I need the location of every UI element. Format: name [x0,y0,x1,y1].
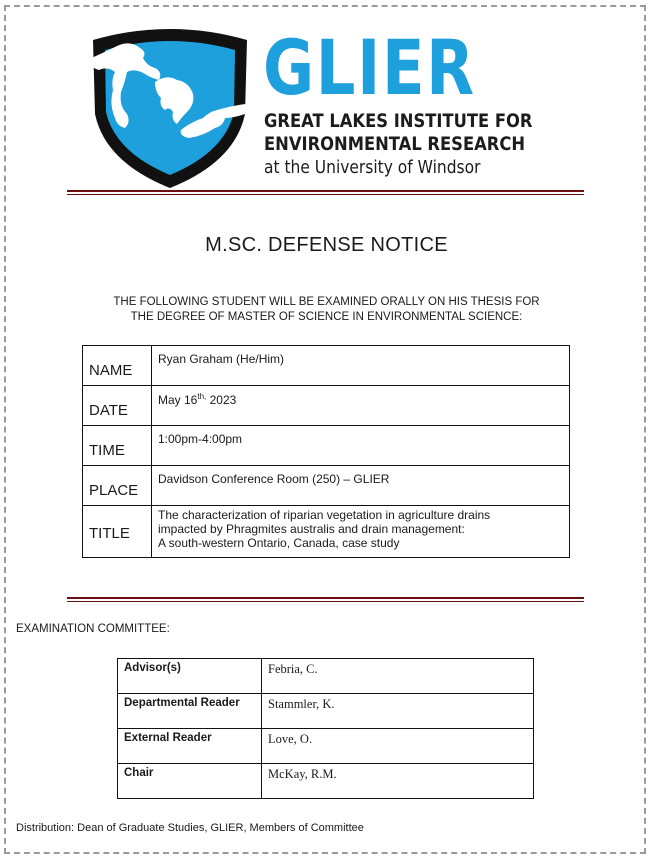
glier-wordmark: GLIER [263,23,476,112]
table-row [83,506,570,558]
date-year: 2023 [206,393,237,407]
place-label: PLACE [83,466,152,506]
title-label: TITLE [83,506,152,558]
table-row [83,466,570,506]
committee-table [117,658,534,799]
table-row [83,426,570,466]
intro-line-1: THE FOLLOWING STUDENT WILL BE EXAMINED ORALLY ON HIS THESIS FOR [113,296,540,308]
committee-heading: EXAMINATION COMMITTEE: [16,623,170,635]
name-label: NAME [83,346,152,386]
table-row [118,694,534,729]
committee-member: McKay, R.M. [262,764,534,799]
glier-shield-logo-icon [85,22,255,190]
student-details-table [82,345,570,558]
table-row [83,346,570,386]
header-divider [67,190,584,195]
time-label: TIME [83,426,152,466]
institute-university-line: at the University of Windsor [264,157,481,178]
thesis-title-line-3: A south-western Ontario, Canada, case study [158,536,400,550]
date-value [152,386,570,426]
name-value: Ryan Graham (He/Him) [152,346,570,386]
table-row [118,764,534,799]
notice-title: M.SC. DEFENSE NOTICE [205,234,448,256]
table-row [83,386,570,426]
table-row [118,729,534,764]
committee-member: Stammler, K. [262,694,534,729]
table-row [118,659,534,694]
intro-line-2: THE DEGREE OF MASTER OF SCIENCE IN ENVIRONMENTAL SCIENCE: [130,311,523,323]
committee-role: Chair [118,764,262,799]
committee-role: Departmental Reader [118,694,262,729]
date-ordinal: th, [197,392,207,401]
committee-role: Advisor(s) [118,659,262,694]
committee-member: Love, O. [262,729,534,764]
section-divider [67,597,584,602]
institute-name-line-1: GREAT LAKES INSTITUTE FOR [264,110,533,132]
notice-intro [0,295,653,325]
distribution-note: Distribution: Dean of Graduate Studies, GLIER, Members of Committee [16,822,364,834]
date-day: May 16 [158,393,198,407]
time-value: 1:00pm-4:00pm [152,426,570,466]
date-label: DATE [83,386,152,426]
title-value [152,506,570,558]
thesis-title-line-2: impacted by Phragmites australis and drain management: [158,522,465,536]
institute-name-line-2: ENVIRONMENTAL RESEARCH [264,133,526,155]
place-value: Davidson Conference Room (250) – GLIER [152,466,570,506]
committee-member: Febria, C. [262,659,534,694]
committee-role: External Reader [118,729,262,764]
thesis-title-line-1: The characterization of riparian vegetation in agriculture drains [158,508,491,522]
